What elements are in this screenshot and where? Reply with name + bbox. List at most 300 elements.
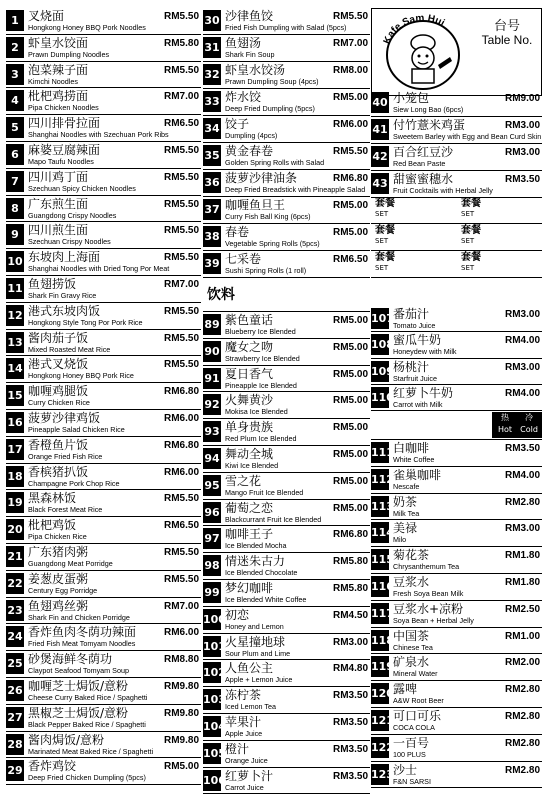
menu-item [371,144,542,171]
item-number: 122 [371,737,389,758]
item-name-cn: 鱼翅捞饭 [28,276,77,291]
item-price: RM9.80 [163,734,199,746]
menu-item [203,553,370,580]
item-name-cn: 夏日香气 [225,366,274,381]
item-number: 108 [371,334,389,355]
cold-label-cn: 冷 [525,413,533,422]
set-label-cn: 套餐 [375,252,395,263]
item-number: 30 [203,10,221,31]
item-number: 113 [371,496,389,517]
item-price: RM3.50 [504,174,540,185]
item-name-cn: 麻婆豆腐辣面 [28,142,101,157]
item-name-cn: 百合红豆沙 [393,145,454,159]
svg-text:Kafe Sam Hui: Kafe Sam Hui [381,13,447,46]
item-name-cn: 菊花茶 [393,548,430,563]
brand-logo [378,13,468,93]
item-name-cn: 四川排骨拉面 [28,116,101,131]
item-price: RM6.50 [332,254,368,265]
item-price: RM5.00 [332,227,368,238]
item-price: RM7.00 [332,38,368,49]
item-number: 34 [203,118,221,139]
item-price: RM3.50 [332,716,368,728]
item-price: RM5.80 [163,37,199,49]
item-name-cn: 香炸鸡饺 [28,759,77,774]
item-number: 25 [6,653,24,674]
menu-item [203,392,370,419]
menu-item [203,526,370,553]
item-name-cn: 甜蜜蜜穗水 [393,172,454,186]
item-number: 28 [6,734,24,755]
item-name-en: Tomato Juice [393,321,436,330]
item-name-en: White Coffee [393,455,435,464]
item-name-cn: 酱肉茄子饭 [28,330,89,345]
set-label-cn: 套餐 [461,225,481,236]
item-name-cn: 梦幻咖啡 [225,580,274,595]
item-price: RM7.00 [163,600,199,612]
item-name-cn: 橙汁 [225,741,250,756]
menu-item [6,624,201,651]
set-menu-slot [461,198,541,222]
menu-item [6,330,201,357]
item-name-cn: 四川煎生面 [28,223,89,238]
item-price: RM3.00 [504,147,540,158]
item-number: 43 [371,173,389,194]
item-name-en: Guangdong Meat Porridge [28,558,113,568]
menu-item [203,741,370,768]
item-name-en: Sushi Spring Rolls (1 roll) [225,266,307,275]
item-price: RM5.50 [163,573,199,585]
item-name-en: Black Forest Meat Rice [28,505,103,515]
item-name-en: Mokisa Ice Blended [225,407,288,417]
menu-item [371,574,542,601]
item-number: 102 [203,662,221,683]
item-name-cn: 一百号 [393,735,430,750]
item-name-en: Szechuan Crispy Noodles [28,237,111,247]
item-name-en: Milo [393,535,407,545]
divider [371,250,542,251]
item-name-cn: 情迷朱古力 [225,554,286,569]
item-number: 24 [6,626,24,647]
item-number: 3 [6,64,24,85]
item-name-en: Honeydew with Milk [393,347,457,357]
menu-item [371,520,542,547]
item-price: RM5.00 [332,395,368,407]
item-number: 4 [6,90,24,111]
item-number: 114 [371,522,389,543]
menu-item [6,490,201,517]
item-number: 32 [203,64,221,85]
item-name-en: Cheese Curry Baked Rice / Spaghetti [28,692,148,702]
item-name-en: Shark Fin Soup [225,50,275,59]
item-number: 42 [371,146,389,167]
menu-item [6,383,201,410]
item-price: RM5.00 [332,92,368,103]
menu-item [6,758,201,785]
item-name-en: Deep Fried Breadstick with Pineapple Salad [225,185,366,194]
item-name-cn: 雀巢咖啡 [393,467,442,482]
item-name-en: Mapo Taufu Noodles [28,156,94,166]
juice-list [371,306,542,411]
set-label-cn: 套餐 [375,198,395,209]
item-name-cn: 杨桃汁 [393,359,430,374]
item-name-cn: 广东猪肉粥 [28,544,89,559]
menu-item [371,467,542,494]
header-box [371,8,542,96]
item-name-cn: 雪之花 [225,473,262,488]
item-number: 19 [6,492,24,513]
item-price: RM4.50 [332,609,368,621]
menu-item [6,8,201,35]
item-number: 36 [203,172,221,193]
divider [371,277,542,278]
item-number: 6 [6,144,24,165]
item-number: 121 [371,710,389,731]
item-price: RM2.80 [504,684,540,696]
menu-item [371,117,542,144]
menu-item [6,169,201,196]
item-name-en: Ice Blended Chocolate [225,568,298,578]
menu-item [6,356,201,383]
item-name-en: Red Plum Ice Blended [225,434,297,444]
item-price: RM6.00 [163,627,199,639]
item-name-en: Pineapple Salad Chicken Rice [28,424,125,434]
item-price: RM5.50 [332,146,368,157]
item-price: RM5.50 [163,144,199,156]
item-number: 11 [6,278,24,299]
item-number: 90 [203,341,221,362]
item-number: 39 [203,253,221,274]
item-price: RM5.80 [332,582,368,594]
item-name-cn: 番茄汁 [393,307,430,321]
item-name-cn: 四川鸡丁面 [28,169,89,184]
menu-item [203,339,370,366]
menu-item [371,628,542,655]
item-price: RM6.50 [163,520,199,532]
set-label-en: SET [375,237,389,245]
set-menu-slot [375,198,455,222]
set-label-en: SET [461,210,475,218]
item-price: RM3.00 [504,309,540,320]
item-number: 16 [6,412,24,433]
item-name-cn: 港式东坡肉饭 [28,303,101,318]
item-name-en: Guangdong Crispy Noodles [28,210,117,220]
menu-item [203,687,370,714]
item-price: RM7.00 [163,278,199,290]
item-name-en: Chinese Tea [393,642,433,652]
item-price: RM5.50 [163,359,199,371]
item-number: 117 [371,603,389,624]
item-name-cn: 香橙鱼片饭 [28,437,89,452]
item-name-cn: 葡萄之恋 [225,500,274,515]
item-name-en: Ice Blended White Coffee [225,594,307,604]
item-price: RM5.50 [163,546,199,558]
item-price: RM3.00 [504,120,540,131]
item-number: 110 [371,387,389,408]
item-number: 115 [371,549,389,570]
menu-item [203,62,370,89]
item-name-cn: 咖喱鸡腿饭 [28,384,89,399]
item-price: RM5.00 [163,761,199,773]
item-price: RM3.50 [332,690,368,702]
item-name-cn: 酱肉焗饭/意粉 [28,732,105,747]
item-price: RM5.80 [332,556,368,568]
item-name-en: 100 PLUS [393,749,426,759]
item-name-en: Hongkong Honey BBQ Pork Rice [28,371,134,381]
item-name-en: Shark Fin Gravy Rice [28,290,97,300]
menu-item [203,143,370,170]
item-name-en: Century Egg Porridge [28,585,98,595]
item-name-cn: 蜜瓜牛奶 [393,333,442,348]
menu-item [203,366,370,393]
menu-item [371,601,542,628]
item-price: RM6.80 [163,386,199,398]
set-label-en: SET [375,264,389,272]
item-number: 118 [371,630,389,651]
set-menu-slot [461,225,541,249]
drinks-list [203,312,370,794]
item-number: 99 [203,582,221,603]
item-name-cn: 豆浆水 [393,574,430,589]
item-price: RM4.00 [504,469,540,481]
menu-item [203,419,370,446]
item-price: RM4.00 [504,335,540,347]
drinks-header: 饮料 [203,278,370,312]
item-name-cn: 菠萝沙律油条 [225,171,298,185]
item-name-cn: 咖啡王子 [225,527,274,542]
menu-item [203,8,370,35]
item-number: 41 [371,119,389,140]
cold-label-en: Cold [520,425,538,434]
item-name-cn: 枇杷鸡饭 [28,518,77,533]
item-name-en: Champagne Pork Chop Rice [28,478,120,488]
item-name-cn: 菠萝沙律鸡饭 [28,410,101,425]
item-price: RM5.50 [163,225,199,237]
item-price: RM8.00 [332,65,368,76]
menu-item [371,654,542,681]
menu-item [6,571,201,598]
item-name-en: Mixed Roasted Meat Rice [28,344,111,354]
item-number: 31 [203,37,221,58]
item-price: RM5.00 [332,422,368,434]
menu-item [203,251,370,278]
item-name-cn: 炸水饺 [225,90,262,104]
item-name-en: Fruit Cocktails with Herbal Jelly [393,186,493,195]
item-name-en: Dumpling (4pcs) [225,131,278,140]
item-number: 13 [6,332,24,353]
item-name-en: Carrot with Milk [393,399,443,409]
menu-item [6,544,201,571]
item-price: RM6.80 [332,173,368,184]
menu-item [6,35,201,62]
item-name-en: Claypot Seafood Tomyam Soup [28,666,129,676]
item-price: RM1.80 [504,576,540,588]
menu-item [371,359,542,385]
menu-item [371,171,542,198]
item-name-cn: 香槟猪扒饭 [28,464,89,479]
item-price: RM9.00 [504,93,540,104]
menu-item [6,62,201,89]
item-number: 8 [6,198,24,219]
item-name-cn: 冻柠茶 [225,688,262,703]
item-name-cn: 香炸鱼肉冬荫功辣面 [28,625,137,640]
item-name-cn: 人鱼公主 [225,661,274,676]
set-label-cn: 套餐 [375,225,395,236]
item-name-cn: 红萝卜牛奶 [393,385,454,400]
item-name-en: Nescafe [393,481,420,491]
menu-item [203,89,370,116]
menu-item [203,170,370,197]
item-name-cn: 叉烧面 [28,9,65,23]
snacks-list [203,8,370,278]
item-name-en: Fresh Soya Bean Milk [393,588,464,598]
menu-item [6,598,201,625]
item-name-cn: 饺子 [225,117,250,131]
item-name-en: Soya Bean + Herbal Jelly [393,615,474,625]
item-name-en: Apple + Lemon Juice [225,675,293,685]
item-price: RM4.00 [504,387,540,399]
item-number: 107 [371,308,389,329]
menu-item [6,303,201,330]
item-number: 91 [203,368,221,389]
item-price: RM2.80 [504,737,540,749]
set-label-cn: 套餐 [461,198,481,209]
menu-item [371,385,542,411]
item-name-en: Hongkong Honey BBQ Pork Noodles [28,23,146,32]
item-number: 5 [6,117,24,138]
item-number: 101 [203,636,221,657]
item-number: 96 [203,502,221,523]
menu-item [371,681,542,708]
item-name-en: Fried Fish Dumpling with Salad (5pcs) [225,23,347,32]
item-price: RM6.00 [163,412,199,424]
menu-item [371,708,542,735]
set-menu-slot [375,225,455,249]
item-number: 105 [203,743,221,764]
hot-cold-badge [492,412,542,438]
menu-item [6,517,201,544]
item-name-cn: 鱼翅鸡丝粥 [28,598,89,613]
item-number: 98 [203,555,221,576]
item-name-cn: 春卷 [225,225,250,239]
item-number: 100 [203,609,221,630]
item-name-en: Marinated Meat Baked Rice / Spaghetti [28,746,154,756]
item-name-en: Deep Fried Dumpling (5pcs) [225,104,315,113]
item-name-en: Pineapple Ice Blended [225,380,297,390]
item-name-cn: 东坡肉上海面 [28,250,101,265]
item-name-en: Kiwi Ice Blended [225,460,279,470]
item-name-en: A&W Root Beer [393,696,444,706]
item-price: RM9.80 [163,680,199,692]
menu-item [203,500,370,527]
item-price: RM3.00 [504,361,540,373]
item-price: RM5.00 [332,502,368,514]
item-number: 15 [6,385,24,406]
menu-item [203,116,370,143]
item-number: 10 [6,251,24,272]
item-name-cn: 小笼包 [393,91,430,105]
item-name-en: Honey and Lemon [225,621,284,631]
item-price: RM9.80 [163,707,199,719]
item-name-en: Orange Fried Fish Rice [28,451,103,461]
item-name-en: Golden Spring Rolls with Salad [225,158,325,167]
item-number: 26 [6,680,24,701]
item-price: RM7.00 [163,91,199,103]
item-name-en: Ice Blended Mocha [225,541,287,551]
item-name-cn: 火舞黄沙 [225,393,274,408]
menu-item [6,678,201,705]
item-number: 12 [6,305,24,326]
item-name-en: Vegetable Spring Rolls (5pcs) [225,239,320,248]
menu-item [371,735,542,762]
item-name-en: Shanghai Noodles with Dried Tong Por Meat [28,264,170,274]
item-number: 97 [203,528,221,549]
item-name-cn: 沙士 [393,762,418,777]
item-name-en: Strawberry Ice Blended [225,353,300,363]
set-menu-slot [461,252,541,276]
menu-item [6,249,201,276]
item-price: RM5.00 [332,475,368,487]
item-name-en: Sour Plum and Lime [225,648,291,658]
item-name-cn: 黄金春卷 [225,144,274,158]
item-name-en: Pipa Chicken Noodles [28,103,99,113]
item-name-en: Curry Chicken Rice [28,398,90,408]
menu-column-left [6,8,201,785]
item-price: RM5.50 [163,252,199,264]
hot-label-en: Hot [497,425,513,434]
item-name-cn: 鱼翅汤 [225,36,262,50]
item-name-cn: 魔女之吻 [225,339,274,354]
menu-item [203,446,370,473]
menu-item [6,276,201,303]
item-name-en: Prawn Dumpling Soup (4pcs) [225,77,319,86]
item-number: 17 [6,439,24,460]
item-name-en: Fried Fish Meat Tomyam Noodles [28,639,136,649]
item-number: 93 [203,421,221,442]
item-number: 89 [203,314,221,335]
item-name-en: COCA COLA [393,722,435,732]
item-name-cn: 奶茶 [393,494,418,509]
item-price: RM5.50 [163,493,199,505]
item-name-en: Shanghai Noodles with Szechuan Pork Ribs [28,130,169,140]
item-name-cn: 咖喱芝士焗饭/意粉 [28,678,129,693]
item-name-cn: 苹果汁 [225,714,262,729]
item-name-cn: 美禄 [393,521,418,536]
menu-item [203,197,370,224]
item-name-cn: 虾皇水饺面 [28,35,89,50]
dessert-list [371,90,542,198]
item-number: 23 [6,600,24,621]
item-name-en: Blackcurrant Fruit Ice Blended [225,514,322,524]
item-price: RM5.00 [332,315,368,326]
item-number: 20 [6,519,24,540]
item-name-cn: 露啤 [393,682,418,697]
menu-item [371,762,542,789]
menu-item [203,312,370,339]
item-name-cn: 姜葱皮蛋粥 [28,571,89,586]
item-name-cn: 泡菜辣子面 [28,62,89,77]
item-number: 35 [203,145,221,166]
menu-item [6,732,201,759]
item-name-cn: 虾皇水饺汤 [225,63,286,77]
hot-drinks-list [371,440,542,788]
item-name-cn: 广东煎生面 [28,196,89,211]
item-name-cn: 可口可乐 [393,708,442,723]
item-price: RM6.80 [332,529,368,541]
item-number: 119 [371,656,389,677]
item-number: 1 [6,10,24,31]
menu-item [203,607,370,634]
item-price: RM6.00 [332,119,368,130]
